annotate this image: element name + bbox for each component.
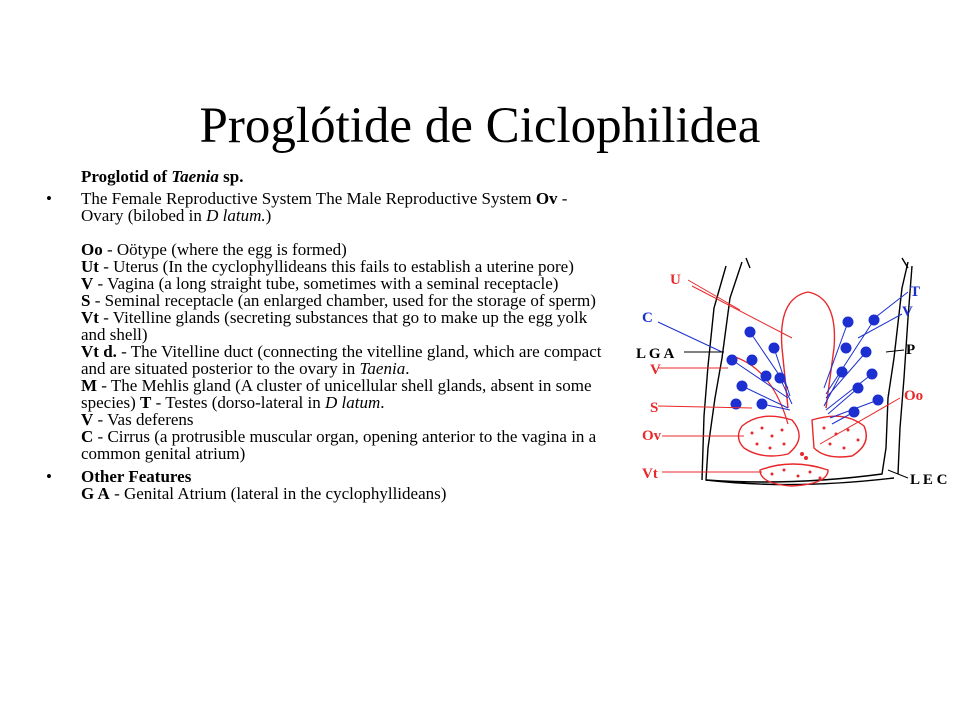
label-oo: Oo [904,388,924,404]
bullet-reproductive [46,190,602,462]
label-v-left: V [650,362,661,378]
item-vt: Vt - Vitelline glands (secreting substances that go to make up the egg yolk and shell) [81,308,588,344]
label-p: P [906,342,916,358]
label-lga: L G A [636,346,675,362]
gland-dots [751,427,860,480]
label-u: U [670,272,681,288]
page-title: Proglótide de Ciclophilidea [199,98,761,154]
bullet-glyph: • [46,467,52,486]
item-vas: V - Vas deferens [81,410,194,429]
ovary-lobes [738,416,866,486]
item-oo: Oo - Oötype (where the egg is formed) [81,240,347,259]
proglottid-diagram [612,248,957,508]
item-m: M - The Mehlis gland (A cluster of unicellular shell glands, absent in some species) T - Testes (dorso-lateral in D latum. [81,376,592,412]
label-v-right: V [902,304,913,320]
spacer [81,224,602,241]
label-t: T [910,284,921,300]
item-c: C - Cirrus (a protrusible muscular organ, opening anterior to the vagina in a common genital atrium) [81,427,597,463]
bullet-other-features [46,468,602,502]
item-s: S - Seminal receptacle (an enlarged chamber, used for the storage of sperm) [81,291,596,310]
uterus-shape [782,292,835,408]
notes-body [46,168,602,508]
label-c: C [642,310,653,326]
item-ga: G A - Genital Atrium (lateral in the cyclophyllideans) [81,484,447,503]
label-ov: Ov [642,428,662,444]
other-features-header: Other Features [81,467,192,486]
item-ut: Ut - Uterus (In the cyclophyllideans this fails to establish a uterine pore) [81,257,574,276]
bullet-list [46,190,602,502]
item-v: V - Vagina (a long straight tube, sometimes with a seminal receptacle) [81,274,559,293]
lead-line: The Female Reproductive System The Male Reproductive System Ov - Ovary (bilobed in D latum.) [81,189,568,225]
label-s: S [650,400,659,416]
bullet-glyph: • [46,189,52,208]
item-vtd: Vt d. - The Vitelline duct (connecting the vitelline gland, which are compact and are situated posterior to the ovary in Taenia. [81,342,602,378]
label-lec: L E C [910,472,948,488]
intro-line: Proglotid of Taenia sp. [81,167,244,186]
label-vt: Vt [642,466,658,482]
